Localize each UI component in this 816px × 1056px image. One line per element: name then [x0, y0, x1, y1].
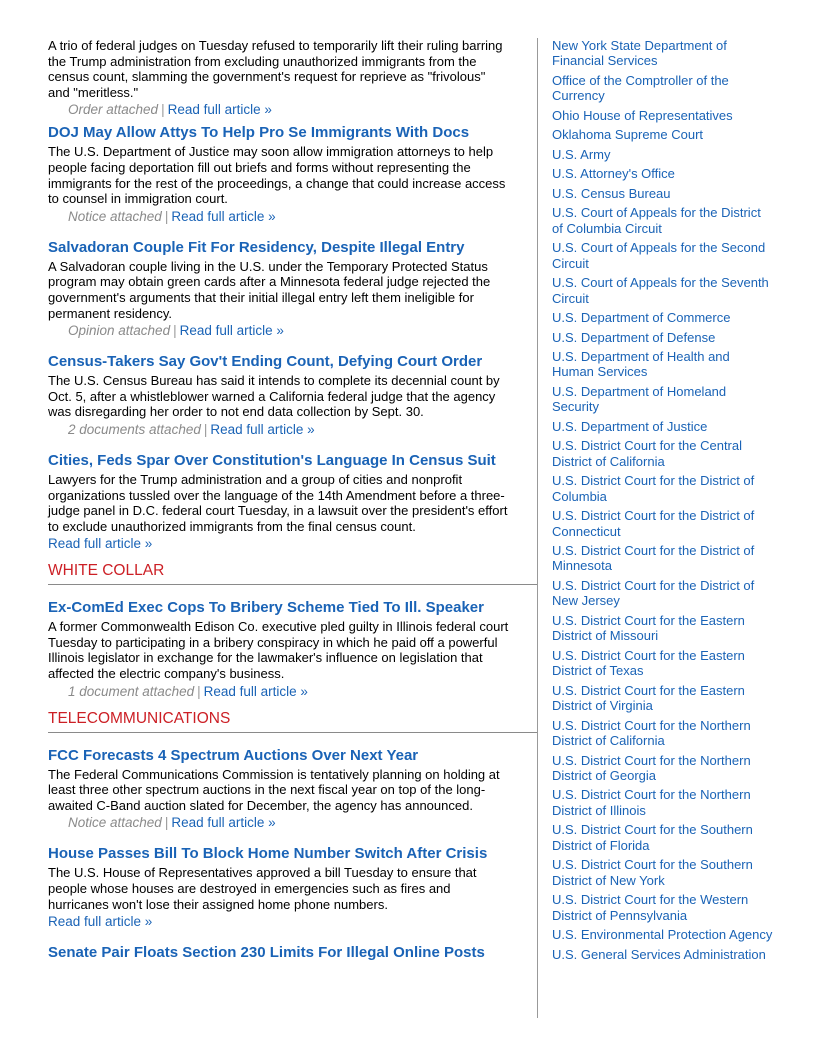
article-meta	[68, 209, 510, 225]
article-summary: A trio of federal judges on Tuesday refused to temporarily lift their ruling barring the Trump administration from excluding unauthorized immigrants from the census count, slamming the government's request for reprieve as "frivolous" and "meritless."	[48, 38, 503, 100]
separator: |	[164, 815, 169, 831]
article-salvadoran-couple	[48, 239, 510, 339]
sidebar-item[interactable]: U.S. District Court for the Eastern District of Missouri	[552, 612, 745, 644]
attachment-label: 2 documents attached	[68, 421, 201, 437]
article-cities-feds	[48, 452, 510, 552]
column-divider	[537, 38, 538, 1018]
article-summary: The U.S. House of Representatives approved a bill Tuesday to ensure that people whose houses are destroyed in emergencies such as fires and hurricanes won't lose their assigned home phone numbers.	[48, 865, 477, 912]
sidebar-item[interactable]: U.S. Department of Homeland Security	[552, 383, 727, 415]
section-title-telecommunications: TELECOMMUNICATIONS	[48, 710, 538, 733]
attachment-label: Order attached	[68, 102, 159, 118]
sidebar-item[interactable]: U.S. District Court for the Southern District of New York	[552, 857, 753, 888]
article-fcc-auctions	[48, 747, 510, 832]
read-more-link[interactable]: Read full article »	[171, 208, 276, 224]
article-meta	[68, 815, 510, 831]
sidebar-item[interactable]: U.S. Court of Appeals for the Second Circuit	[552, 240, 766, 271]
sidebar-item[interactable]: U.S. District Court for the Central District of California	[552, 438, 742, 469]
sidebar-item[interactable]: Oklahoma Supreme Court	[552, 127, 704, 143]
article-section-230	[48, 944, 510, 962]
article-census-takers	[48, 353, 510, 438]
article-meta	[68, 323, 510, 339]
read-more-link[interactable]: Read full article »	[203, 683, 308, 699]
article-headline-link[interactable]: Ex-ComEd Exec Cops To Bribery Scheme Tied To Ill. Speaker	[48, 599, 484, 617]
sidebar-item[interactable]: Office of the Comptroller of the Currency	[552, 72, 729, 104]
article-census-ruling	[48, 38, 510, 118]
sidebar-item[interactable]: U.S. District Court for the Northern District of Illinois	[552, 787, 751, 818]
separator: |	[203, 421, 208, 437]
attachment-label: 1 document attached	[68, 683, 195, 699]
sidebar-item[interactable]: U.S. District Court for the Eastern District of Texas	[552, 647, 745, 679]
article-summary: A Salvadoran couple living in the U.S. under the Temporary Protected Status program may obtain green cards after a Minnesota federal judge rejected the government's arguments that their initial illegal entry left them ineligible for permanent residency.	[48, 258, 491, 321]
article-headline-link[interactable]: Cities, Feds Spar Over Constitution's Language In Census Suit	[48, 451, 496, 469]
sidebar-list	[552, 38, 774, 966]
article-headline-link[interactable]: FCC Forecasts 4 Spectrum Auctions Over Next Year	[48, 746, 419, 764]
sidebar-item[interactable]: U.S. Court of Appeals for the District of Columbia Circuit	[552, 205, 761, 236]
article-meta	[68, 102, 510, 118]
sidebar-item[interactable]: U.S. District Court for the Northern District of California	[552, 717, 751, 748]
article-doj-pro-se	[48, 124, 510, 224]
read-more-link[interactable]: Read full article »	[48, 536, 153, 552]
article-summary: Lawyers for the Trump administration and a group of cities and nonprofit organizations tussled over the language of the 14th Amendment before a three-judge panel in D.C. federal court Tuesday, in a lawsuit over the president's effort to exclude unauthorized immigrants from the final census count.	[48, 471, 508, 534]
article-meta	[68, 684, 510, 700]
article-meta	[68, 422, 510, 438]
sidebar-item[interactable]: U.S. District Court for the Western District of Pennsylvania	[552, 892, 749, 923]
article-headline-link[interactable]: DOJ May Allow Attys To Help Pro Se Immigrants With Docs	[48, 124, 470, 142]
attachment-label: Notice attached	[68, 815, 162, 831]
article-summary: A former Commonwealth Edison Co. executive pled guilty in Illinois federal court Tuesday to participating in a bribery conspiracy in which he paid off a powerful Illinois legislator in exchange for the lawmaker's influence on legislation that affected the electric company's business.	[48, 619, 509, 682]
read-more-link[interactable]: Read full article »	[48, 914, 153, 930]
sidebar-item[interactable]: U.S. District Court for the District of Connecticut	[552, 508, 755, 539]
article-summary: The Federal Communications Commission is tentatively planning on holding at least three other spectrum auctions in the next fiscal year on top of the long-awaited C-Band auction slated for December, the agency has announced.	[48, 766, 500, 813]
sidebar-item[interactable]: U.S. District Court for the District of New Jersey	[552, 577, 755, 609]
sidebar-item[interactable]: Ohio House of Representatives	[552, 107, 733, 123]
article-meta	[48, 536, 510, 552]
sidebar-item[interactable]: U.S. General Services Administration	[552, 946, 766, 962]
sidebar-item[interactable]: U.S. Attorney's Office	[552, 166, 675, 182]
separator: |	[173, 323, 177, 339]
sidebar-item[interactable]: U.S. Department of Commerce	[552, 310, 731, 326]
read-more-link[interactable]: Read full article »	[179, 323, 284, 339]
sidebar-item[interactable]: U.S. District Court for the Northern District of Georgia	[552, 752, 751, 783]
read-more-link[interactable]: Read full article »	[167, 102, 272, 118]
sidebar-item[interactable]: U.S. Department of Justice	[552, 418, 708, 434]
main-column	[48, 38, 510, 976]
article-home-number	[48, 845, 510, 930]
sidebar-item[interactable]: U.S. Army	[552, 146, 611, 162]
attachment-label: Notice attached	[68, 208, 162, 224]
read-more-link[interactable]: Read full article »	[171, 815, 276, 831]
separator: |	[161, 102, 165, 118]
attachment-label: Opinion attached	[68, 323, 171, 339]
read-more-link[interactable]: Read full article »	[210, 421, 315, 437]
sidebar-item[interactable]: U.S. District Court for the District of Minnesota	[552, 543, 755, 574]
sidebar-item[interactable]: U.S. Department of Health and Human Services	[552, 349, 730, 380]
article-headline-link[interactable]: Senate Pair Floats Section 230 Limits For Illegal Online Posts	[48, 944, 485, 962]
separator: |	[164, 208, 169, 224]
article-headline-link[interactable]: House Passes Bill To Block Home Number Switch After Crisis	[48, 845, 488, 863]
article-comed-exec	[48, 599, 510, 699]
article-summary: The U.S. Department of Justice may soon allow immigration attorneys to help people facing deportation fill out briefs and forms without representing the immigrants for the rest of the proceedings, a change that could increase access to counsel in immigration court.	[48, 144, 506, 207]
sidebar-item[interactable]: U.S. Department of Defense	[552, 329, 716, 345]
section-title-white-collar: WHITE COLLAR	[48, 562, 538, 585]
sidebar-item[interactable]: U.S. Environmental Protection Agency	[552, 927, 773, 943]
article-summary: The U.S. Census Bureau has said it intends to complete its decennial count by Oct. 5, after a whistleblower warned a California federal judge that the agency was disregarding her order to not end data collection by Sept. 30.	[48, 373, 500, 420]
sidebar-item[interactable]: U.S. District Court for the District of Columbia	[552, 473, 755, 504]
sidebar-item[interactable]: U.S. Court of Appeals for the Seventh Circuit	[552, 275, 769, 306]
article-headline-link[interactable]: Census-Takers Say Gov't Ending Count, Defying Court Order	[48, 353, 483, 371]
article-meta	[48, 914, 510, 930]
sidebar-item[interactable]: U.S. District Court for the Eastern District of Virginia	[552, 682, 745, 714]
sidebar-item[interactable]: U.S. District Court for the Southern District of Florida	[552, 822, 753, 853]
article-headline-link[interactable]: Salvadoran Couple Fit For Residency, Despite Illegal Entry	[48, 238, 465, 256]
sidebar-item[interactable]: New York State Department of Financial Services	[552, 38, 727, 69]
sidebar-item[interactable]: U.S. Census Bureau	[552, 185, 671, 201]
separator: |	[197, 683, 201, 699]
